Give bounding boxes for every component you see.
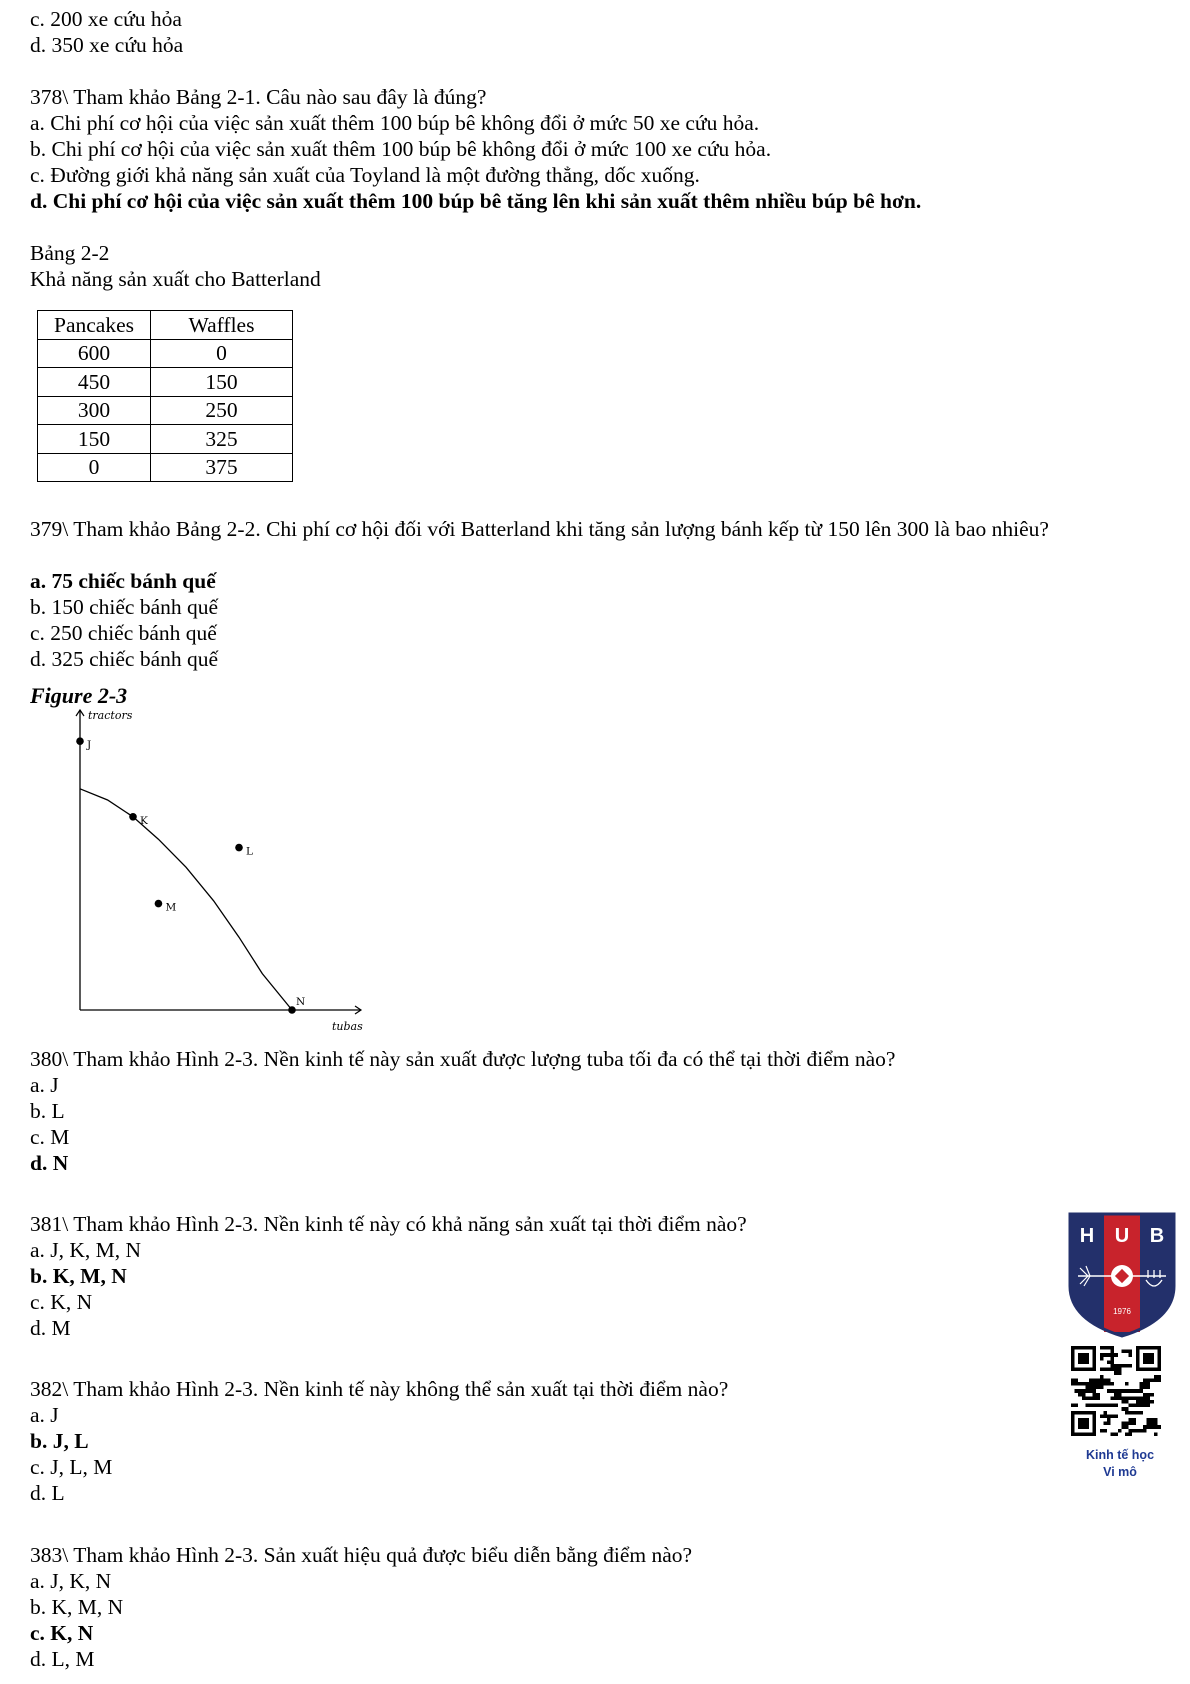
table-cell: 0: [38, 453, 151, 482]
point-j: [76, 737, 84, 745]
hub-logo-icon: [1066, 1208, 1178, 1338]
course-caption: [1070, 1447, 1170, 1481]
point-label-n: N: [296, 996, 306, 1008]
x-axis-label: tubas: [332, 1020, 363, 1033]
question-383-option-b: b. K, M, N: [30, 1595, 124, 1619]
table-caption: Bảng 2-2: [30, 241, 110, 265]
logo-letter-h: H: [1079, 1225, 1095, 1247]
frontier-curve: [80, 789, 292, 1010]
question-382-option-c: c. J, L, M: [30, 1455, 113, 1479]
point-label-m: M: [165, 901, 177, 914]
point-label-l: L: [246, 845, 253, 858]
table-cell: 0: [151, 339, 293, 368]
table-title: Khả năng sản xuất cho Batterland: [30, 267, 321, 291]
table-row: [38, 339, 293, 368]
question-381-prompt: 381\ Tham khảo Hình 2-3. Nền kinh tế này có khả năng sản xuất tại thời điểm nào?: [30, 1212, 747, 1236]
question-378-option-b: b. Chi phí cơ hội của việc sản xuất thêm 100 búp bê không đổi ở mức 100 xe cứu hỏa.: [30, 137, 772, 161]
course-caption-line1: Kinh tế học: [1085, 1448, 1155, 1462]
ppf-chart: [0, 700, 400, 1033]
table-cell: 150: [151, 368, 293, 397]
question-380-prompt: 380\ Tham khảo Hình 2-3. Nền kinh tế này sản xuất được lượng tuba tối đa có thể tại thời điểm nào?: [30, 1047, 896, 1071]
table-header-waffles: Waffles: [151, 311, 293, 340]
figure-title: Figure 2-3: [30, 683, 128, 708]
question-379-option-a-correct: a. 75 chiếc bánh quế: [30, 569, 216, 593]
question-380-option-d-correct: d. N: [30, 1151, 69, 1175]
table-cell: 250: [151, 396, 293, 425]
question-382-option-b-correct: b. J, L: [30, 1429, 89, 1453]
question-383-option-c-correct: c. K, N: [30, 1621, 94, 1645]
table-header-pancakes: Pancakes: [38, 311, 151, 340]
question-383-option-d: d. L, M: [30, 1647, 95, 1671]
table-cell: 450: [38, 368, 151, 397]
question-378-option-d-correct: d. Chi phí cơ hội của việc sản xuất thêm 100 búp bê tăng lên khi sản xuất thêm nhiều búp bê hơn.: [30, 189, 922, 213]
question-382-prompt: 382\ Tham khảo Hình 2-3. Nền kinh tế này không thể sản xuất tại thời điểm nào?: [30, 1377, 729, 1401]
point-l: [235, 844, 243, 852]
course-caption-line2: Vi mô: [1103, 1465, 1137, 1479]
logo-year: 1976: [1113, 1307, 1131, 1316]
question-380-option-b: b. L: [30, 1099, 65, 1123]
table-row: [38, 368, 293, 397]
question-378-option-a: a. Chi phí cơ hội của việc sản xuất thêm 100 búp bê không đổi ở mức 50 xe cứu hỏa.: [30, 111, 760, 135]
question-383-prompt: 383\ Tham khảo Hình 2-3. Sản xuất hiệu quả được biểu diễn bằng điểm nào?: [30, 1543, 693, 1567]
point-label-k: K: [140, 814, 148, 827]
question-380-option-a: a. J: [30, 1073, 59, 1097]
question-379-option-d: d. 325 chiếc bánh quế: [30, 647, 219, 671]
table-cell: 325: [151, 425, 293, 454]
table-header-row: [38, 311, 293, 340]
question-381-option-a: a. J, K, M, N: [30, 1238, 142, 1262]
table-row: [38, 425, 293, 454]
question-383-option-a: a. J, K, N: [30, 1569, 112, 1593]
question-381-option-c: c. K, N: [30, 1290, 93, 1314]
table-cell: 600: [38, 339, 151, 368]
logo-letter-u: U: [1114, 1225, 1130, 1247]
table-row: [38, 453, 293, 482]
table-cell: 375: [151, 453, 293, 482]
question-379-option-c: c. 250 chiếc bánh quế: [30, 621, 217, 645]
table-row: [38, 396, 293, 425]
question-379-prompt: 379\ Tham khảo Bảng 2-2. Chi phí cơ hội đối với Batterland khi tăng sản lượng bánh kếp từ 150 lên 300 là bao nhiêu?: [30, 517, 1049, 541]
question-381-option-b-correct: b. K, M, N: [30, 1264, 127, 1288]
chart-axes: [76, 710, 361, 1014]
y-axis-label: tractors: [88, 709, 133, 722]
question-378-option-c: c. Đường giới khả năng sản xuất của Toyland là một đường thẳng, dốc xuống.: [30, 163, 700, 187]
point-k: [129, 813, 137, 821]
question-382-option-a: a. J: [30, 1403, 59, 1427]
option-d-prev: d. 350 xe cứu hỏa: [30, 33, 184, 57]
question-378-prompt: 378\ Tham khảo Bảng 2-1. Câu nào sau đây là đúng?: [30, 85, 487, 109]
option-c-prev: c. 200 xe cứu hỏa: [30, 7, 182, 31]
logo-letter-b: B: [1149, 1225, 1165, 1247]
question-380-option-c: c. M: [30, 1125, 70, 1149]
question-381-option-d: d. M: [30, 1316, 71, 1340]
point-m: [155, 900, 163, 908]
question-379-option-b: b. 150 chiếc bánh quế: [30, 595, 219, 619]
point-n: [288, 1006, 296, 1014]
table-cell: 150: [38, 425, 151, 454]
production-table: [37, 310, 293, 482]
point-label-j: J: [87, 739, 92, 752]
qr-code-icon[interactable]: [1071, 1346, 1161, 1436]
table-cell: 300: [38, 396, 151, 425]
question-382-option-d: d. L: [30, 1481, 65, 1505]
